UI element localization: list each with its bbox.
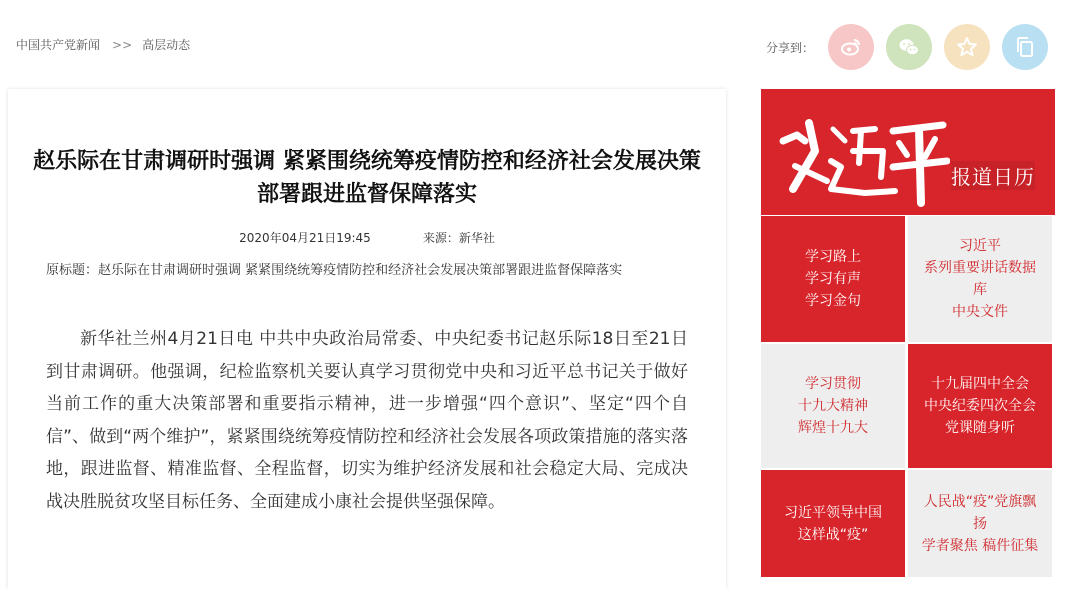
report-calendar-banner[interactable] [761, 89, 1055, 215]
tile-line: 库 [973, 282, 987, 298]
article-title: 赵乐际在甘肃调研时强调 紧紧围绕统筹疫情防控和经济社会发展决策部署跟进监督保障落实 [33, 149, 701, 207]
tile-fourth-plenum[interactable] [908, 344, 1052, 468]
share-bar [766, 24, 1060, 70]
article-meta [8, 229, 726, 246]
tile-line: 中央文件 [952, 304, 1008, 320]
tile-19th-congress[interactable] [761, 344, 905, 468]
sidebar [761, 89, 1055, 577]
share-label: 分享到： [766, 40, 815, 55]
tile-line: 学习路上 [805, 249, 861, 265]
tile-line: 辉煌十九大 [798, 420, 868, 436]
top-bar [0, 0, 1092, 88]
xi-calligraphy-logo [775, 111, 950, 207]
tile-line: 十九大精神 [798, 398, 868, 414]
tile-line: 习近平 [959, 238, 1001, 254]
star-icon [955, 35, 979, 59]
tile-line: 中央纪委四次全会 [924, 398, 1036, 414]
tile-fight-epidemic[interactable] [761, 470, 905, 577]
wechat-icon [897, 35, 921, 59]
tile-line: 这样战“疫” [797, 526, 869, 543]
tile-line: 习近平领导中国 [784, 504, 882, 521]
tile-speech-database[interactable] [908, 216, 1052, 342]
article-original-title: 原标题：赵乐际在甘肃调研时强调 紧紧围绕统筹疫情防控和经济社会发展决策部署跟进监督保障落实 [46, 263, 623, 278]
tile-line: 扬 [973, 515, 987, 532]
article-datetime: 2020年04月21日19:45 [239, 231, 371, 245]
tile-line: 十九届四中全会 [931, 376, 1029, 392]
tile-line: 系列重要讲话数据 [924, 260, 1036, 276]
article-source: 来源：新华社 [422, 231, 495, 245]
article-panel [8, 89, 726, 589]
article-body: 新华社兰州4月21日电 中共中央政治局常委、中央纪委书记赵乐际18日至21日到甘肃调研。他强调，纪检监察机关要认真学习贯彻党中央和习近平总书记关于做好当前工作的重大决策部署和重要指示精神，进一步增强“四个意识”、坚定“四个自信”、做到“两个维护”，紧紧围绕统筹疫情防控和经济社会发展各项政策措施的落实落地，跟进监督、精准监督、全程监督，切实为维护经济发展和社会稳定大局、完成决战决胜脱贫攻坚目标任务、全面建成小康社会提供坚强保障。 [46, 329, 688, 512]
breadcrumb [16, 36, 190, 53]
share-favorite-button[interactable] [944, 24, 990, 70]
share-copy-button[interactable] [1002, 24, 1048, 70]
tile-people-war[interactable] [908, 470, 1052, 577]
tile-line: 学者聚焦 稿件征集 [921, 537, 1039, 554]
weibo-icon [839, 35, 863, 59]
tile-line: 学习有声 [805, 271, 861, 287]
tile-line: 学习金句 [805, 293, 861, 309]
tile-line: 学习贯彻 [805, 376, 861, 392]
share-wechat-button[interactable] [886, 24, 932, 70]
copy-icon [1013, 35, 1037, 59]
tile-line: 党课随身听 [945, 420, 1015, 436]
report-calendar-label: 报道日历 [951, 161, 1035, 190]
tile-line: 人民战“疫”党旗飘 [923, 493, 1037, 510]
breadcrumb-home-link[interactable]: 中国共产党新闻 [16, 38, 101, 52]
share-weibo-button[interactable] [828, 24, 874, 70]
breadcrumb-separator: >> [112, 37, 133, 52]
tile-study-road[interactable] [761, 216, 905, 342]
breadcrumb-section-link[interactable]: 高层动态 [142, 38, 191, 52]
